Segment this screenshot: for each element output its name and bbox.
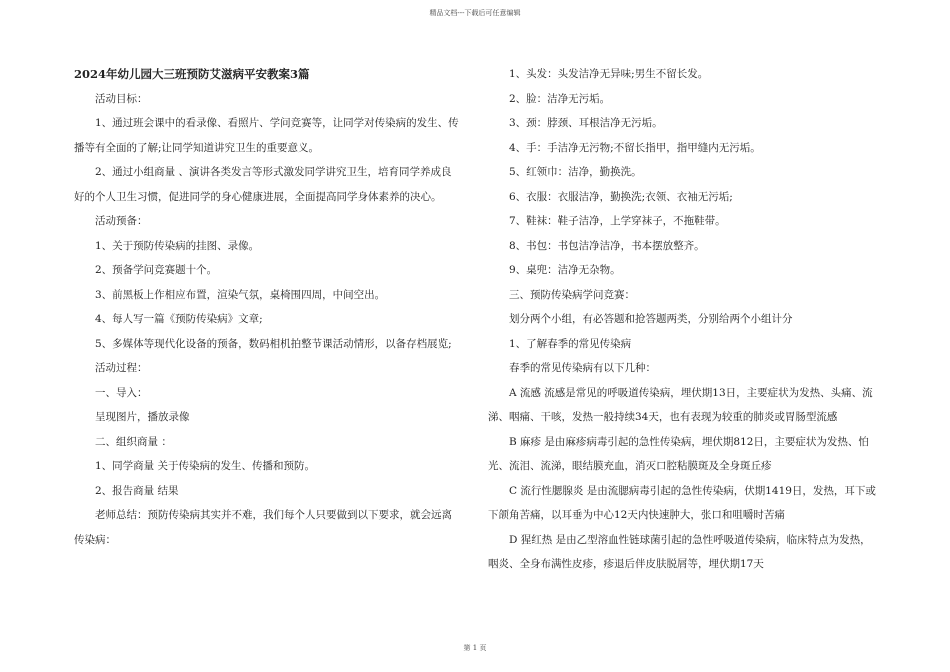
paragraph: 活动预备： [95, 215, 148, 227]
paragraph: 2、报告商量 结果 [95, 484, 179, 497]
paragraph: A 流感 流感是常见的呼吸道传染病，埋伏期13日，主要症状为发热、头痛、流涕、咽痛、干咳，发热一般持续34天，也有表现为较重的肺炎或胃肠型流感 [488, 386, 873, 423]
paragraph: 2、预备学问竞赛题十个。 [95, 264, 218, 276]
paragraph: 7、鞋袜：鞋子洁净，上学穿袜子，不拖鞋带。 [509, 215, 726, 227]
paragraph: 8、书包：书包洁净洁净，书本摆放整齐。 [509, 239, 705, 252]
paragraph: 2、通过小组商量 、演讲各类发言等形式激发同学讲究卫生，培育同学养成良好的个人卫生习惯，促进同学的身心健康进展，全面提高同学身体素养的决心。 [74, 166, 452, 203]
paragraph: 划分两个小组，有必答题和抢答题两类，分别给两个小组计分 [509, 313, 793, 325]
paragraph: 二、组织商量 ： [95, 435, 172, 448]
page-header: 精品文档---下载后可任意编辑 [429, 9, 521, 17]
right-column [488, 62, 880, 577]
paragraph: 一、导入： [95, 386, 148, 399]
paragraph: 5、多媒体等现代化设备的预备，数码相机拍整节课活动情形，以备存档展览; [95, 337, 452, 350]
paragraph: 1、头发：头发洁净无异味;男生不留长发。 [509, 68, 709, 80]
paragraph: 2、脸：洁净无污垢。 [509, 92, 611, 105]
paragraph: 4、手：手洁净无污物;不留长指甲，指甲缝内无污垢。 [509, 141, 761, 154]
paragraph: 春季的常见传染病有以下几种： [509, 362, 656, 374]
paragraph: 1、关于预防传染病的挂图、录像。 [95, 239, 260, 252]
paragraph: 1、通过班会课中的看录像、看照片、学问竞赛等，让同学对传染病的发生、传播等有全面的了解;让同学知道讲究卫生的重要意义。 [74, 117, 459, 154]
paragraph: B 麻疹 是由麻疹病毒引起的急性传染病，埋伏期812日，主要症状为发热、怕光、流泪、流涕，眼结膜充血，消灭口腔粘膜斑及全身斑丘疹 [488, 435, 869, 472]
paragraph: 三、预防传染病学问竞赛： [509, 288, 635, 301]
paragraph: 活动目标： [95, 92, 148, 105]
paragraph: 9、桌兜：洁净无杂物。 [509, 264, 621, 276]
paragraph: 5、红领巾：洁净，勤换洗。 [509, 166, 642, 178]
paragraph: 1、同学商量 关于传染病的发生、传播和预防。 [95, 460, 316, 472]
left-column [74, 62, 460, 552]
paragraph: 3、颈：脖颈、耳根洁净无污垢。 [509, 117, 663, 129]
page-footer: 第 1 页 [463, 644, 487, 652]
paragraph: C 流行性腮腺炎 是由流腮病毒引起的急性传染病，伏期1419日，发热，耳下或下颌角苦痛，以耳垂为中心12天内快速肿大，张口和咀嚼时苦痛 [488, 484, 876, 521]
paragraph: 6、衣服：衣服洁净，勤换洗;衣领、衣袖无污垢; [509, 190, 733, 203]
paragraph: 1、了解春季的常见传染病 [509, 337, 632, 350]
document-title: 2024年幼儿园大三班预防艾滋病平安教案3篇 [74, 67, 310, 81]
paragraph: 4、每人写一篇《预防传染病》文章; [95, 313, 263, 325]
paragraph: 老师总结：预防传染病其实并不难，我们每个人只要做到以下要求，就会远离传染病： [74, 509, 452, 546]
paragraph: 3、前黑板上作相应布置，渲染气氛，桌椅围四周，中间空出。 [95, 288, 386, 301]
paragraph: D 猩红热 是由乙型溶血性链球菌引起的急性呼吸道传染病，临床特点为发热，咽炎、全身布满性皮疹，疹退后伴皮肤脱屑等，埋伏期17天 [488, 533, 871, 570]
paragraph: 活动过程： [95, 362, 148, 374]
paragraph: 呈现图片，播放录像 [95, 411, 190, 423]
